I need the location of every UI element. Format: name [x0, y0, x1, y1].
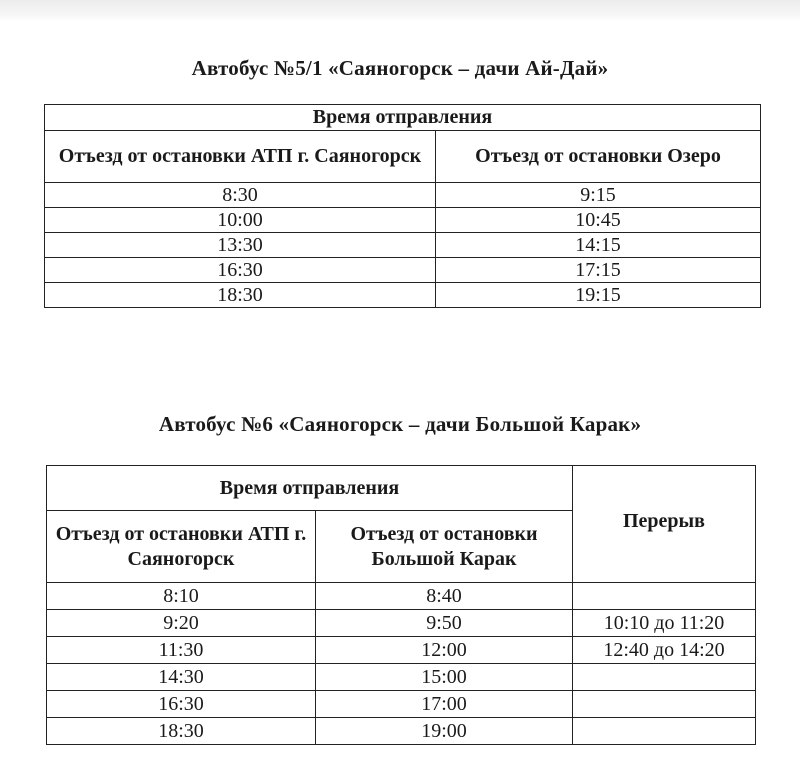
- table-row: [47, 610, 756, 637]
- bus2-cell-atp: 14:30: [47, 664, 316, 691]
- bus2-col-karak: Отъезд от остановки Большой Карак: [316, 511, 573, 583]
- bus2-cell-karak: 12:00: [316, 637, 573, 664]
- bus2-col-atp: Отъезд от остановки АТП г. Саяногорск: [47, 511, 316, 583]
- table-row: [47, 718, 756, 745]
- bus2-break-header: Перерыв: [573, 466, 756, 583]
- bus2-cell-karak: 19:00: [316, 718, 573, 745]
- bus2-cell-karak: 15:00: [316, 664, 573, 691]
- table-row: [47, 664, 756, 691]
- bus1-cell-atp: 16:30: [45, 258, 436, 283]
- bus1-cell-ozero: 19:15: [436, 283, 761, 308]
- table-row: [45, 208, 761, 233]
- bus1-title: Автобус №5/1 «Саяногорск – дачи Ай-Дай»: [191, 56, 609, 80]
- bus2-cell-break: [573, 583, 756, 610]
- bus2-cell-break: [573, 691, 756, 718]
- bus2-cell-atp: 16:30: [47, 691, 316, 718]
- table-row: [45, 258, 761, 283]
- bus1-col-atp: Отъезд от остановки АТП г. Саяногорск: [45, 131, 436, 183]
- table-row: [47, 691, 756, 718]
- bus1-cell-ozero: 9:15: [436, 183, 761, 208]
- table-row: [45, 283, 761, 308]
- bus1-col-ozero: Отъезд от остановки Озеро: [436, 131, 761, 183]
- table-row: [45, 233, 761, 258]
- bus1-cell-atp: 18:30: [45, 283, 436, 308]
- table-row: [47, 637, 756, 664]
- bus2-cell-karak: 17:00: [316, 691, 573, 718]
- bus2-departure-header: Время отправления: [47, 466, 573, 511]
- bus1-cell-atp: 10:00: [45, 208, 436, 233]
- bus2-cell-break: 12:40 до 14:20: [573, 637, 756, 664]
- table-row: [47, 583, 756, 610]
- bus2-cell-break: [573, 664, 756, 691]
- bus2-schedule-table: [46, 465, 756, 745]
- bus2-cell-karak: 9:50: [316, 610, 573, 637]
- bus1-cell-ozero: 17:15: [436, 258, 761, 283]
- bus1-cell-ozero: 10:45: [436, 208, 761, 233]
- table-row: [45, 183, 761, 208]
- bus1-cell-ozero: 14:15: [436, 233, 761, 258]
- top-band: [0, 0, 800, 22]
- bus2-cell-karak: 8:40: [316, 583, 573, 610]
- bus1-schedule-table: [44, 104, 761, 308]
- bus1-cell-atp: 13:30: [45, 233, 436, 258]
- bus2-cell-atp: 18:30: [47, 718, 316, 745]
- bus1-departure-header: Время отправления: [45, 105, 761, 131]
- bus2-cell-break: [573, 718, 756, 745]
- bus2-cell-atp: 8:10: [47, 583, 316, 610]
- bus2-cell-atp: 11:30: [47, 637, 316, 664]
- bus2-cell-atp: 9:20: [47, 610, 316, 637]
- bus2-cell-break: 10:10 до 11:20: [573, 610, 756, 637]
- bus2-title: Автобус №6 «Саяногорск – дачи Большой Карак»: [158, 412, 642, 436]
- bus1-cell-atp: 8:30: [45, 183, 436, 208]
